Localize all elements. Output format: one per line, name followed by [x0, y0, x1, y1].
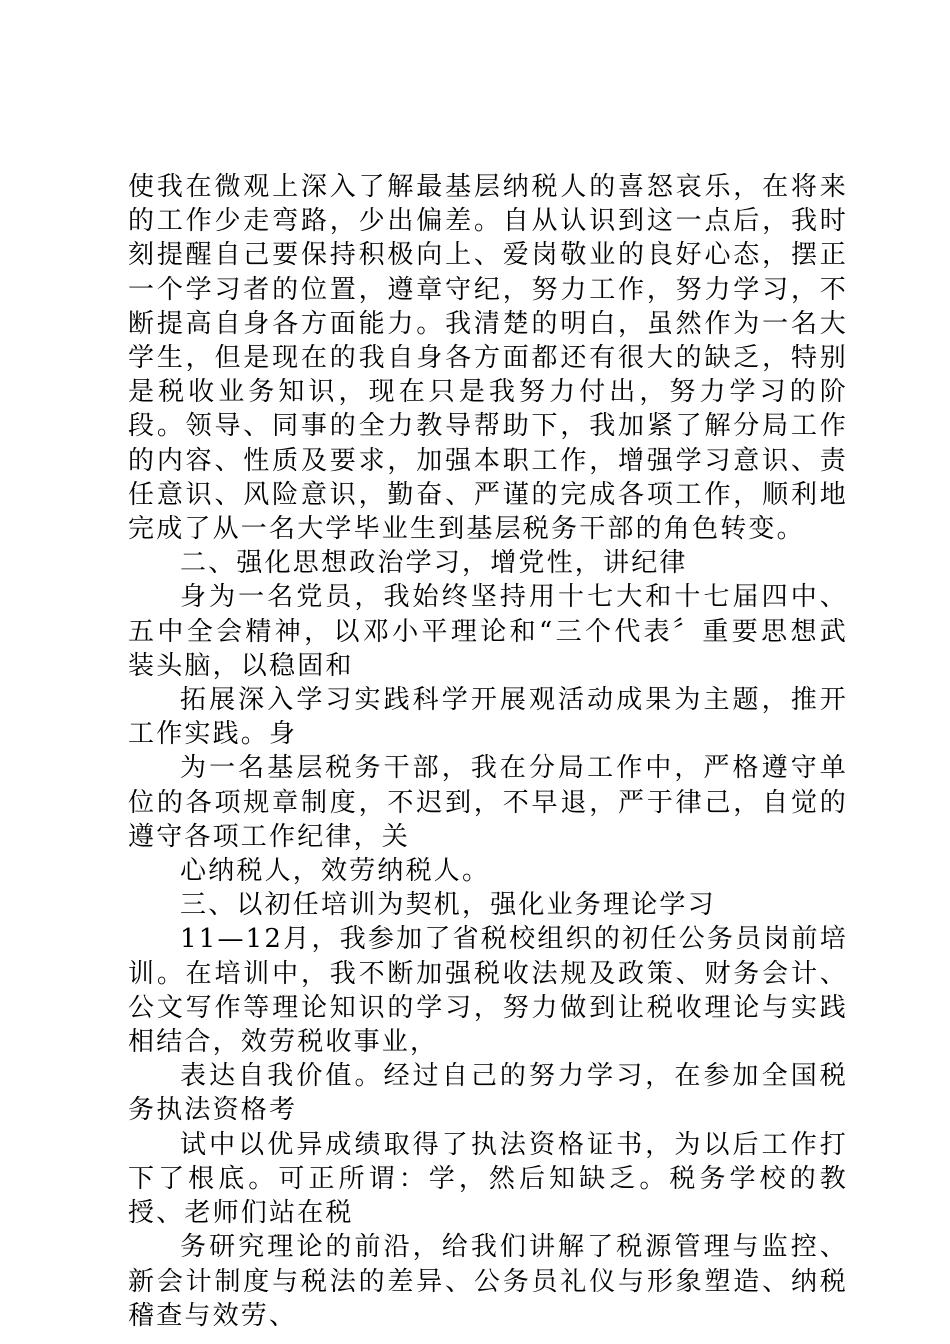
- paragraph-intro: 使我在微观上深入了解最基层纳税人的喜怒哀乐，在将来的工作少走弯路，少出偏差。自从认识到这一点后，我时刻提醒自己要保持积极向上、爱岗敬业的良好心态，摆正一个学习者的位置，遵章守纪，努力工作，努力学习，不断提高自身各方面能力。我清楚的明白，虽然作为一名大学生，但是现在的我自身各方面都还有很大的缺乏，特别是税收业务知识，现在只是我努力付出，努力学习的阶段。领导、同事的全力教导帮助下，我加紧了解分局工作的内容、性质及要求，加强本职工作，增强学习意识、责任意识、风险意识，勤奋、严谨的完成各项工作，顺利地完成了从一名大学毕业生到基层税务干部的角色转变。: [128, 172, 848, 545]
- paragraph-training: 11—12月，我参加了省税校组织的初任公务员岗前培训。在培训中，我不断加强税收法规及政策、财务会计、公文写作等理论知识的学习，努力做到让税收理论与实践相结合，效劳税收事业，: [128, 924, 848, 1058]
- section-heading-training: 三、以初任培训为契机，强化业务理论学习: [180, 890, 716, 921]
- paragraph-practice: 拓展深入学习实践科学开展观活动成果为主题，推开工作实践。身: [128, 685, 848, 750]
- paragraph-serve-taxpayers: 心纳税人，效劳纳税人。: [180, 856, 491, 887]
- paragraph-certificate: 试中以优异成绩取得了执法资格证书，为以后工作打下了根底。可正所谓：学，然后知缺乏。税务学校的教授、老师们站在税: [128, 1129, 848, 1229]
- paragraph-discipline: 为一名基层税务干部，我在分局工作中，严格遵守单位的各项规章制度，不迟到，不早退，严于律己，自觉的遵守各项工作纪律，关: [128, 753, 848, 852]
- paragraph-self-value: 表达自我价值。经过自己的努力学习，在参加全国税务执法资格考: [128, 1061, 848, 1126]
- section-heading-political-study: 二、强化思想政治学习，增党性，讲纪律: [180, 548, 688, 579]
- document-body: [128, 170, 848, 1333]
- paragraph-research: 务研究理论的前沿，给我们讲解了税源管理与监控、新会计制度与税法的差异、公务员礼仪与形象塑造、纳税稽查与效劳、: [128, 1232, 848, 1331]
- paragraph-party-member: 身为一名党员，我始终坚持用十七大和十七届四中、五中全会精神，以邓小平理论和“三个代表〞重要思想武装头脑，以稳固和: [128, 582, 848, 681]
